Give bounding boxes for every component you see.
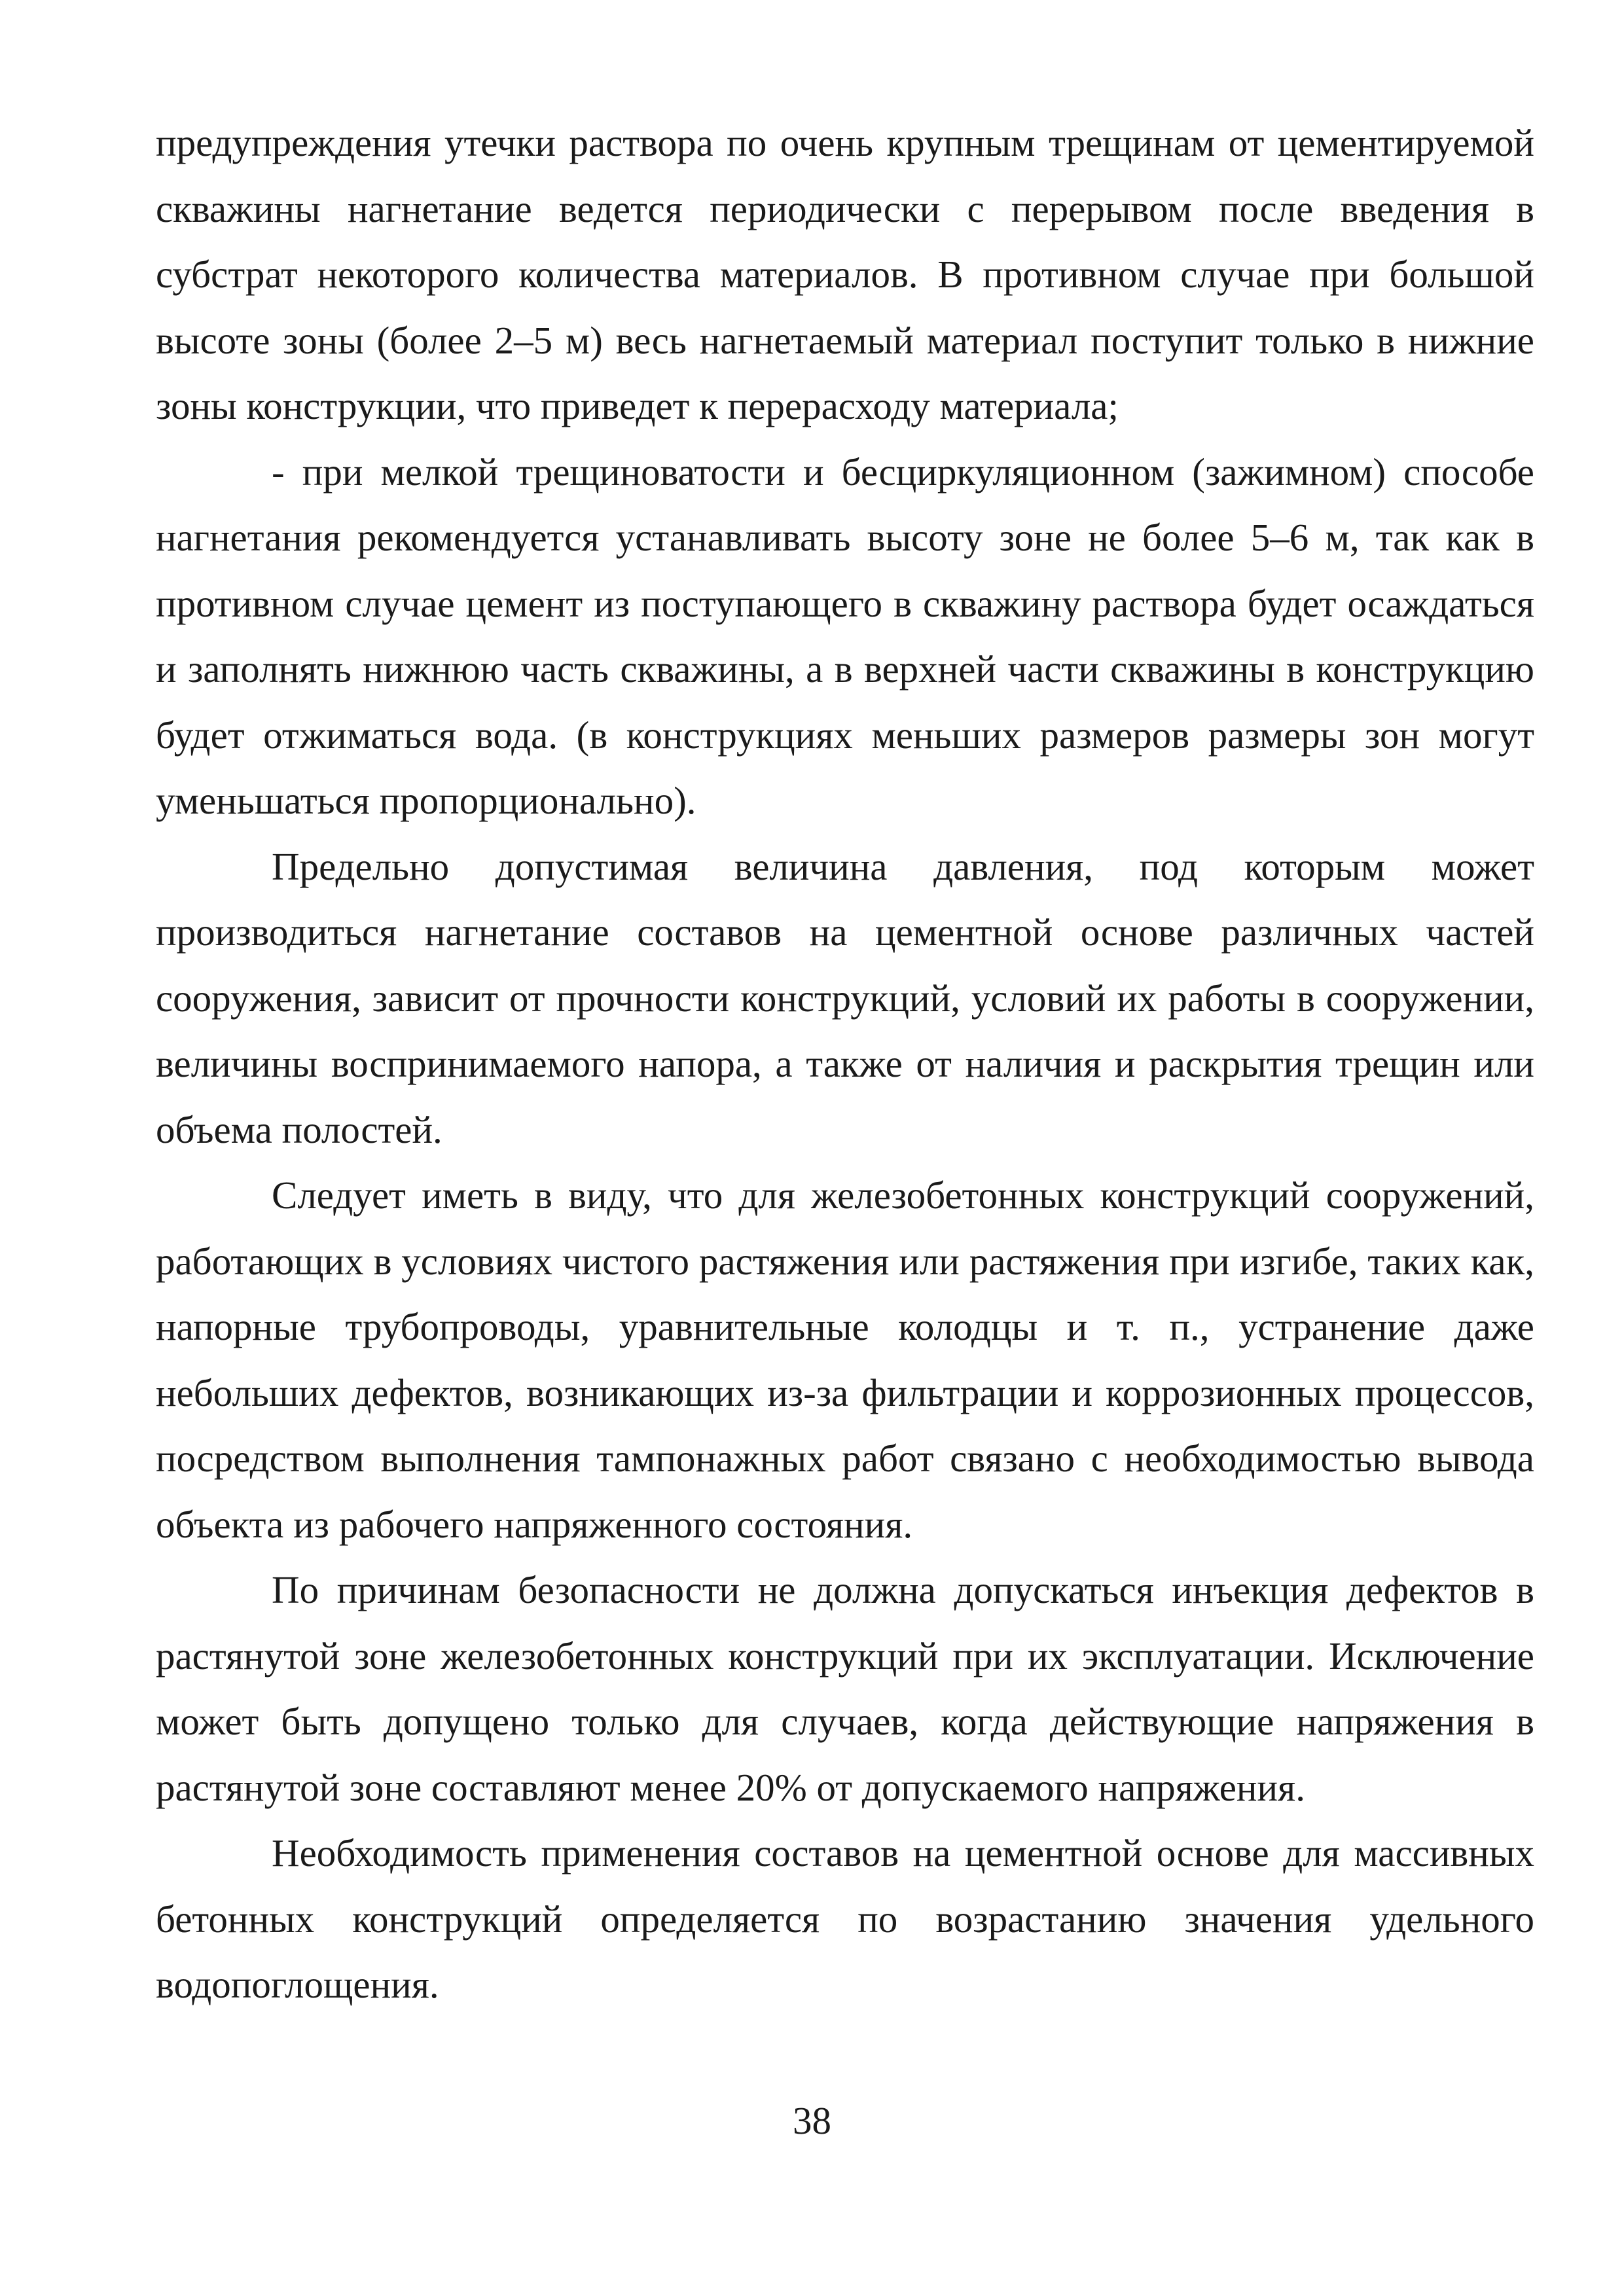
paragraph-massive-structures: Необходимость применения составов на цементной основе для массивных бетонных конструкций определяется по возрастанию значения удельного водопоглощения. (156, 1831, 1534, 2006)
paragraph-pressure-limit: Предельно допустимая величина давления, под которым может производиться нагнетание составов на цементной основе различных частей сооружения, зависит от прочности конструкций, условий их работы в сооружении, величины воспринимаемого напора, а также от наличия и раскрытия трещин или объема полостей. (156, 844, 1534, 1151)
paragraph-continuation: предупреждения утечки раствора по очень крупным трещинам от цементируемой скважины нагнетание ведется периодически с перерывом после введения в субстрат некоторого количества материалов. В противном случае при большой высоте зоны (более 2–5 м) весь нагнетаемый материал поступит только в нижние зоны конструкции, что приведет к перерасходу материала; (156, 121, 1534, 427)
paragraph-list-item: - при мелкой трещиноватости и бесциркуляционном (зажимном) способе нагнетания рекомендуется устанавливать высоту зоне не более 5–6 м, так как в противном случае цемент из поступающего в скважину раствора будет осаждаться и заполнять нижнюю часть скважины, а в верхней части скважины в конструкцию будет отжиматься вода. (в конструкциях меньших размеров размеры зон могут уменьшаться пропорционально). (156, 450, 1534, 822)
paragraph-reinforced-concrete: Следует иметь в виду, что для железобетонных конструкций сооружений, работающих в условиях чистого растяжения или растяжения при изгибе, таких как, напорные трубопроводы, уравнительные колодцы и т. п., устранение даже небольших дефектов, возникающих из-за фильтрации и коррозионных процессов, посредством выполнения тампонажных работ связано с необходимостью вывода объекта из рабочего напряженного состояния. (156, 1174, 1534, 1546)
paragraph-safety: По причинам безопасности не должна допускаться инъекция дефектов в растянутой зоне железобетонных конструкций при их эксплуатации. Исключение может быть допущено только для случаев, когда действующие напряжения в растянутой зоне составляют менее 20% от допускаемого напряжения. (156, 1568, 1534, 1809)
body-text (156, 110, 1534, 2018)
page-number: 38 (793, 2099, 831, 2142)
